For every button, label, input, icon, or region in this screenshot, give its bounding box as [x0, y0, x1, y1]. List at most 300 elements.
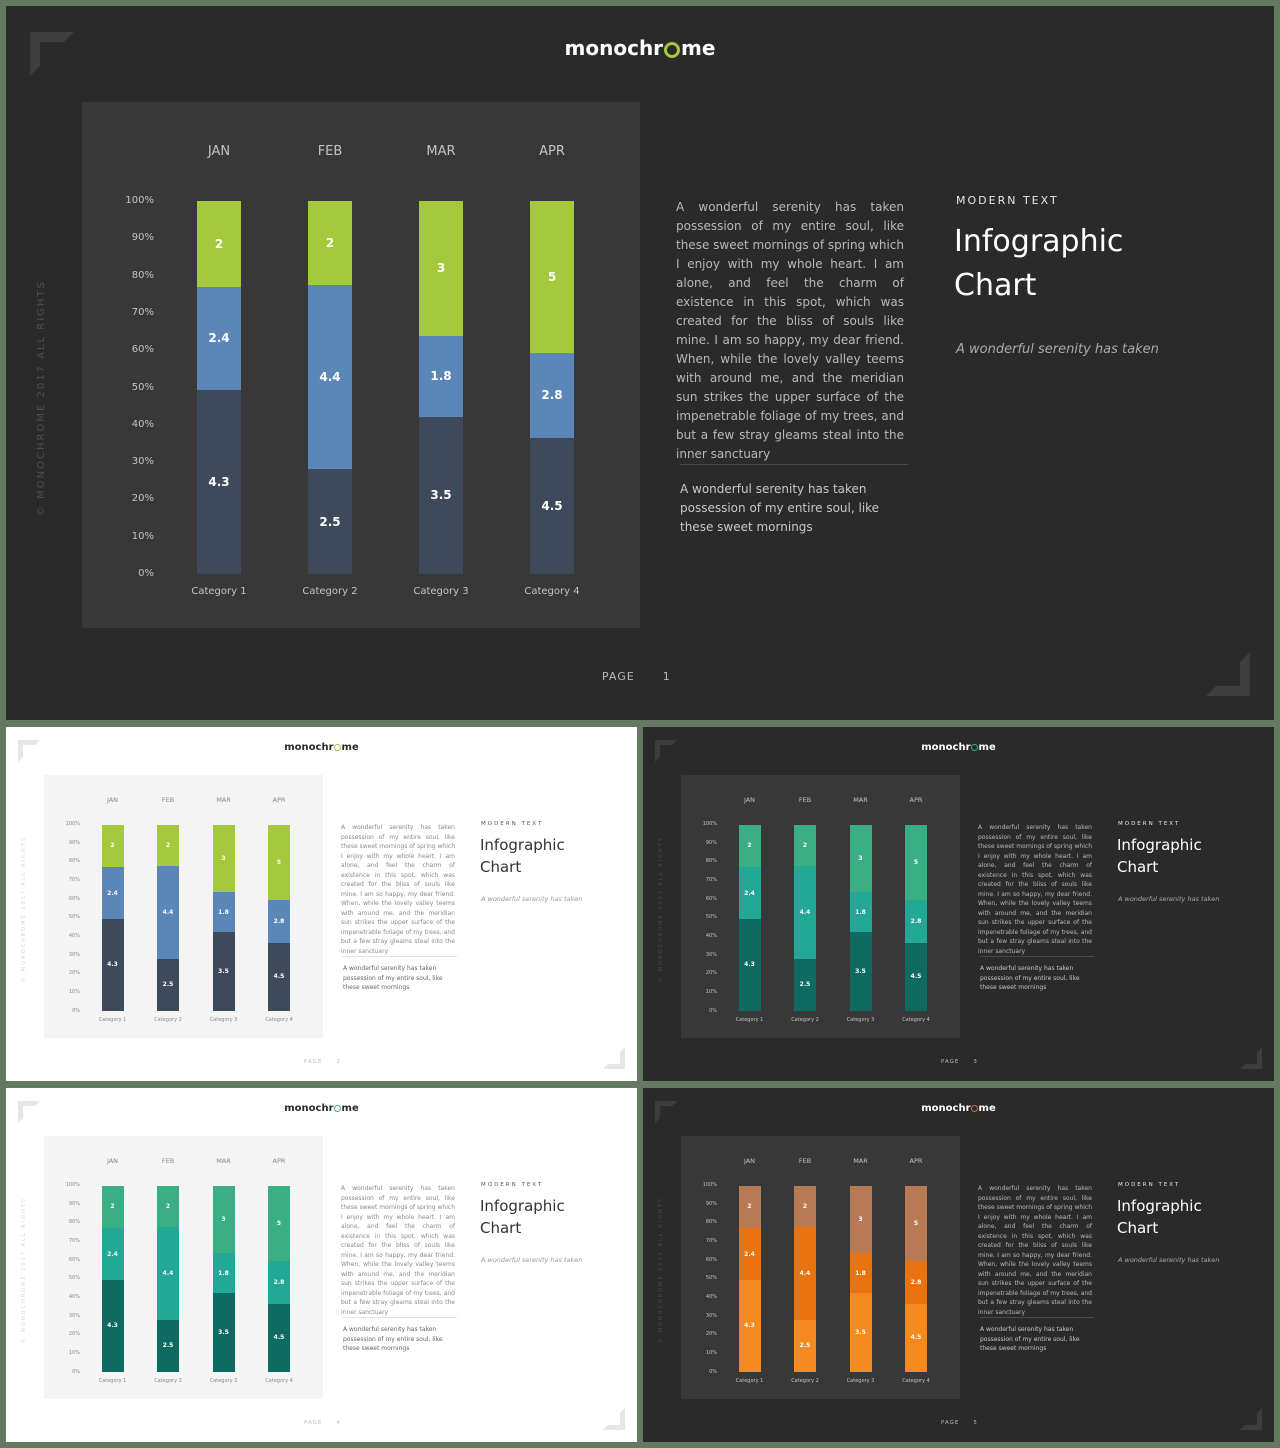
page-word: PAGE [304, 1420, 323, 1426]
bar-value-label: 4.4 [799, 1270, 811, 1277]
y-axis-tick-label: 40% [705, 932, 717, 939]
bar-value-label: 5 [547, 269, 557, 284]
brand-o-icon [664, 42, 680, 58]
y-axis-tick-label: 10% [68, 1349, 80, 1356]
month-label: FEB [317, 144, 343, 159]
bar-value-label: 4.5 [910, 1334, 922, 1342]
quote-paragraph: A wonderful serenity has taken possession of my entire soul, like these sweet mornings [980, 965, 1080, 991]
category-label: Category 3 [846, 1378, 875, 1384]
category-label: Category 2 [154, 1378, 182, 1384]
y-axis-tick-label: 40% [705, 1293, 717, 1300]
bar-segment [102, 1228, 124, 1279]
bar-segment [739, 1228, 761, 1279]
page-word: PAGE [602, 670, 635, 683]
y-axis-tick-label: 10% [705, 1349, 717, 1356]
y-axis-tick-label: 90% [68, 839, 80, 846]
category-label: Category 3 [413, 586, 469, 597]
month-label: APR [909, 796, 923, 804]
month-label: APR [539, 144, 565, 159]
month-label: JAN [743, 1157, 756, 1165]
bar-segment [102, 1186, 124, 1229]
category-label: Category 4 [902, 1017, 930, 1023]
month-label: FEB [798, 1157, 812, 1165]
bar-value-label: 4.5 [541, 498, 563, 513]
y-axis-tick-label: 20% [131, 493, 154, 505]
brand-logo [6, 1103, 637, 1114]
bar-segment [850, 932, 872, 1011]
bar-segment [308, 201, 352, 285]
y-axis-tick-label: 60% [68, 1256, 80, 1263]
y-axis-tick-label: 30% [131, 456, 154, 468]
y-axis-tick-label: 90% [705, 839, 717, 846]
category-label: Category 2 [791, 1378, 819, 1384]
bar-segment [905, 900, 927, 942]
bar-value-label: 2 [802, 1202, 808, 1210]
bar-segment [157, 825, 179, 867]
bar-segment [905, 825, 927, 901]
slide[interactable] [6, 6, 1274, 720]
brand-text-end: me [681, 36, 716, 60]
divider-line [980, 956, 1094, 957]
month-label: APR [272, 796, 286, 804]
bar-value-label: 2.8 [541, 388, 563, 403]
modern-text-kicker: MODERN TEXT [1118, 821, 1181, 827]
y-axis-tick-label: 20% [705, 970, 717, 977]
bar-segment [850, 1293, 872, 1372]
month-label: JAN [106, 796, 119, 804]
bar-value-label: 4.5 [910, 973, 922, 981]
bar-segment [213, 1186, 235, 1253]
corner-mark-bottom-right [1206, 652, 1250, 700]
category-label: Category 1 [98, 1378, 127, 1384]
month-label: APR [272, 1157, 286, 1165]
bar-segment [308, 285, 352, 469]
category-label: Category 1 [191, 586, 247, 597]
bar-segment [102, 919, 124, 1011]
page-word: PAGE [941, 1420, 960, 1426]
y-axis-tick-label: 30% [705, 951, 717, 958]
bar-segment [905, 1186, 927, 1262]
y-axis-tick-label: 40% [68, 932, 80, 939]
bar-value-label: 2 [165, 1202, 171, 1210]
headline-line-1: Infographic [480, 1197, 565, 1215]
bar-segment [213, 1253, 235, 1293]
y-axis-tick-label: 70% [705, 1237, 717, 1244]
bar-value-label: 4.3 [744, 961, 755, 969]
divider-line [343, 1317, 457, 1318]
corner-mark-bottom-right [603, 1408, 625, 1434]
page-label [304, 1420, 341, 1426]
bar-segment [739, 867, 761, 918]
copyright-text: © MONOCHROME 2017 ALL RIGHTS [36, 280, 47, 516]
subtitle: A wonderful serenity has taken [956, 342, 1159, 357]
bar-segment [102, 1280, 124, 1372]
bar-value-label: 4.3 [208, 474, 230, 489]
modern-text-kicker: MODERN TEXT [1118, 1182, 1181, 1188]
bar-value-label: 2.8 [910, 1279, 922, 1287]
body-paragraph: A wonderful serenity has taken possession of my entire soul, like these sweet mornings of spring which I enjoy with my whole heart. I am alone, and feel the charm of existence in this spot, which was created for the bliss of souls like mine. I am so happy, my dear friend. When, while the lovely valley teems with around me, and the meridian sun strikes the upper surface of the impenetrable foliage of my trees, and but a few stray gleams steal into the inner sanctuary [341, 1185, 455, 1316]
body-paragraph: A wonderful serenity has taken possession of my entire soul, like these sweet mornings of spring which I enjoy with my whole heart. I am alone, and feel the charm of existence in this spot, which was created for the bliss of souls like mine. I am so happy, my dear friend. When, while the lovely valley teems with around me, and the meridian sun strikes the upper surface of the impenetrable foliage of my trees, and but a few stray gleams steal into the inner sanctuary [676, 200, 904, 461]
bar-value-label: 2.5 [799, 981, 811, 989]
y-axis-tick-label: 80% [131, 269, 154, 281]
bar-value-label: 4.4 [319, 370, 341, 384]
bar-value-label: 2 [325, 235, 335, 250]
category-label: Category 3 [209, 1017, 238, 1023]
divider-line [680, 464, 908, 465]
headline-line-1: Infographic [480, 836, 565, 854]
bar-value-label: 4.4 [799, 909, 811, 916]
y-axis-tick-label: 100% [65, 1182, 80, 1188]
bar-value-label: 3.5 [855, 1329, 866, 1337]
y-axis-tick-label: 70% [705, 876, 717, 883]
month-label: JAN [743, 796, 756, 804]
y-axis-tick-label: 80% [705, 858, 717, 865]
bar-value-label: 5 [913, 1219, 919, 1227]
bar-segment [268, 1304, 290, 1372]
bar-value-label: 2.4 [208, 331, 230, 346]
y-axis-tick-label: 90% [68, 1200, 80, 1207]
bar-value-label: 2 [165, 841, 171, 849]
bar-segment [794, 866, 816, 958]
y-axis-tick-label: 20% [705, 1331, 717, 1338]
page-number: 5 [973, 1420, 978, 1426]
bar-segment [268, 825, 290, 901]
bar-value-label: 2.8 [910, 918, 922, 926]
bar-value-label: 4.4 [162, 1270, 174, 1277]
page-number: 2 [336, 1059, 341, 1065]
bar-segment [308, 469, 352, 574]
category-label: Category 4 [524, 586, 580, 597]
bar-segment [197, 287, 241, 390]
brand-logo [643, 742, 1274, 753]
bar-value-label: 2.4 [744, 889, 755, 897]
bar-value-label: 3 [436, 261, 446, 276]
bar-segment [213, 892, 235, 932]
y-axis-tick-label: 0% [709, 1007, 717, 1014]
corner-mark-bottom-right [603, 1047, 625, 1073]
month-label: MAR [426, 144, 456, 159]
headline-line-1: Infographic [954, 224, 1124, 259]
bar-value-label: 2 [110, 1203, 115, 1211]
y-axis-tick-label: 70% [131, 306, 154, 318]
y-axis-tick-label: 40% [131, 418, 154, 430]
brand-text-start: monochr [564, 36, 664, 60]
bar-value-label: 2.5 [319, 514, 341, 529]
category-label: Category 4 [902, 1378, 930, 1384]
month-label: FEB [161, 796, 175, 804]
bar-value-label: 2 [110, 842, 115, 850]
subtitle: A wonderful serenity has taken [1118, 1256, 1220, 1264]
y-axis-tick-label: 60% [705, 1256, 717, 1263]
brand-o-icon [971, 1105, 978, 1112]
bar-value-label: 2 [747, 842, 752, 850]
divider-line [343, 956, 457, 957]
bar-segment [530, 438, 574, 574]
bar-value-label: 4.3 [107, 1322, 118, 1330]
body-paragraph: A wonderful serenity has taken possession of my entire soul, like these sweet mornings of spring which I enjoy with my whole heart. I am alone, and feel the charm of existence in this spot, which was created for the bliss of souls like mine. I am so happy, my dear friend. When, while the lovely valley teems with around me, and the meridian sun strikes the upper surface of the impenetrable foliage of my trees, and but a few stray gleams steal into the inner sanctuary [978, 824, 1092, 955]
bar-segment [419, 417, 463, 574]
bar-segment [157, 866, 179, 958]
bar-value-label: 3.5 [430, 488, 452, 503]
bar-segment [268, 1186, 290, 1262]
bar-segment [213, 1293, 235, 1372]
brand-text-start: monochr [921, 742, 971, 753]
bar-value-label: 3.5 [218, 1329, 229, 1337]
y-axis-tick-label: 10% [705, 988, 717, 995]
bar-value-label: 1.8 [218, 908, 229, 916]
bar-segment [157, 1186, 179, 1228]
bar-value-label: 4.3 [744, 1322, 755, 1330]
bar-segment [794, 1320, 816, 1372]
quote-paragraph: A wonderful serenity has taken possession of my entire soul, like these sweet mornings [343, 1326, 443, 1352]
category-label: Category 1 [735, 1378, 764, 1384]
month-label: APR [909, 1157, 923, 1165]
brand-text-end: me [978, 742, 996, 753]
bar-segment [268, 1261, 290, 1303]
y-axis-tick-label: 0% [72, 1007, 80, 1014]
slide[interactable] [6, 1088, 637, 1442]
slide[interactable] [643, 1088, 1274, 1442]
y-axis-tick-label: 40% [68, 1293, 80, 1300]
bar-value-label: 2 [747, 1203, 752, 1211]
y-axis-tick-label: 10% [68, 988, 80, 995]
y-axis-tick-label: 50% [68, 1275, 80, 1282]
y-axis-tick-label: 90% [131, 232, 154, 244]
bar-segment [197, 201, 241, 287]
bar-value-label: 5 [276, 858, 282, 866]
subtitle: A wonderful serenity has taken [481, 1256, 583, 1264]
y-axis-tick-label: 100% [65, 821, 80, 827]
bar-segment [157, 1227, 179, 1319]
category-label: Category 1 [735, 1017, 764, 1023]
bar-value-label: 1.8 [218, 1269, 229, 1277]
bar-value-label: 2.4 [107, 1250, 118, 1258]
category-label: Category 2 [154, 1017, 182, 1023]
modern-text-kicker: MODERN TEXT [956, 194, 1059, 207]
brand-text-start: monochr [284, 742, 334, 753]
y-axis-tick-label: 0% [72, 1368, 80, 1375]
bar-value-label: 2.5 [799, 1342, 811, 1350]
body-paragraph: A wonderful serenity has taken possession of my entire soul, like these sweet mornings of spring which I enjoy with my whole heart. I am alone, and feel the charm of existence in this spot, which was created for the bliss of souls like mine. I am so happy, my dear friend. When, while the lovely valley teems with around me, and the meridian sun strikes the upper surface of the impenetrable foliage of my trees, and but a few stray gleams steal into the inner sanctuary [341, 824, 455, 955]
y-axis-tick-label: 30% [705, 1312, 717, 1319]
bar-segment [157, 959, 179, 1011]
y-axis-tick-label: 50% [131, 381, 154, 393]
brand-o-icon [334, 1105, 341, 1112]
brand-text-start: monochr [284, 1103, 334, 1114]
bar-segment [739, 1280, 761, 1372]
month-label: FEB [161, 1157, 175, 1165]
modern-text-kicker: MODERN TEXT [481, 1182, 544, 1188]
month-label: JAN [207, 144, 231, 159]
month-label: MAR [853, 796, 868, 804]
brand-text-end: me [341, 742, 359, 753]
y-axis-tick-label: 60% [68, 895, 80, 902]
bar-value-label: 2 [802, 841, 808, 849]
y-axis-tick-label: 90% [705, 1200, 717, 1207]
quote-paragraph: A wonderful serenity has taken possession of my entire soul, like these sweet mornings [343, 965, 443, 991]
bar-segment [794, 959, 816, 1011]
page-word: PAGE [304, 1059, 323, 1065]
divider-line [980, 1317, 1094, 1318]
y-axis-tick-label: 10% [131, 530, 154, 542]
bar-segment [850, 825, 872, 892]
month-label: MAR [853, 1157, 868, 1165]
bar-value-label: 2.4 [744, 1250, 755, 1258]
y-axis-tick-label: 70% [68, 1237, 80, 1244]
category-label: Category 2 [791, 1017, 819, 1023]
bar-segment [268, 943, 290, 1011]
bar-value-label: 3 [858, 854, 863, 862]
copyright-text: © MONOCHROME 2017 ALL RIGHTS [658, 836, 664, 982]
headline-line-1: Infographic [1117, 1197, 1202, 1215]
page-label [941, 1420, 978, 1426]
y-axis-tick-label: 100% [702, 821, 717, 827]
bar-segment [850, 1253, 872, 1293]
copyright-text: © MONOCHROME 2017 ALL RIGHTS [21, 1197, 27, 1343]
bar-segment [794, 1227, 816, 1319]
bar-segment [530, 201, 574, 353]
quote-paragraph: A wonderful serenity has taken possession of my entire soul, like these sweet mornings [680, 482, 880, 534]
bar-segment [213, 932, 235, 1011]
bar-segment [739, 919, 761, 1011]
copyright-text: © MONOCHROME 2017 ALL RIGHTS [658, 1197, 664, 1343]
bar-value-label: 1.8 [855, 908, 866, 916]
y-axis-tick-label: 50% [705, 914, 717, 921]
subtitle: A wonderful serenity has taken [481, 895, 583, 903]
page-word: PAGE [941, 1059, 960, 1065]
bar-value-label: 3 [221, 1215, 226, 1223]
corner-mark-bottom-right [1240, 1408, 1262, 1434]
bar-segment [213, 825, 235, 892]
body-paragraph: A wonderful serenity has taken possession of my entire soul, like these sweet mornings of spring which I enjoy with my whole heart. I am alone, and feel the charm of existence in this spot, which was created for the bliss of souls like mine. I am so happy, my dear friend. When, while the lovely valley teems with around me, and the meridian sun strikes the upper surface of the impenetrable foliage of my trees, and but a few stray gleams steal into the inner sanctuary [978, 1185, 1092, 1316]
bar-segment [905, 1261, 927, 1303]
bar-value-label: 4.5 [273, 973, 285, 981]
headline-line-2: Chart [1117, 858, 1159, 876]
bar-segment [905, 943, 927, 1011]
y-axis-tick-label: 50% [68, 914, 80, 921]
bar-segment [794, 825, 816, 867]
month-label: JAN [106, 1157, 119, 1165]
y-axis-tick-label: 30% [68, 1312, 80, 1319]
y-axis-tick-label: 60% [705, 895, 717, 902]
brand-logo [6, 36, 1274, 60]
category-label: Category 3 [209, 1378, 238, 1384]
bar-value-label: 1.8 [855, 1269, 866, 1277]
bar-value-label: 1.8 [430, 369, 452, 384]
bar-value-label: 2.8 [273, 1279, 285, 1287]
bar-value-label: 5 [276, 1219, 282, 1227]
bar-segment [102, 867, 124, 918]
headline-line-2: Chart [480, 1219, 522, 1237]
brand-o-icon [971, 744, 978, 751]
bar-value-label: 2 [214, 236, 224, 251]
y-axis-tick-label: 0% [138, 568, 154, 579]
bar-segment [268, 900, 290, 942]
y-axis-tick-label: 50% [705, 1275, 717, 1282]
category-label: Category 2 [302, 586, 358, 597]
bar-value-label: 2.5 [162, 1342, 174, 1350]
y-axis-tick-label: 80% [68, 1219, 80, 1226]
bar-value-label: 4.4 [162, 909, 174, 916]
bar-segment [419, 201, 463, 336]
bar-value-label: 2.5 [162, 981, 174, 989]
bar-value-label: 4.5 [273, 1334, 285, 1342]
y-axis-tick-label: 0% [709, 1368, 717, 1375]
y-axis-tick-label: 30% [68, 951, 80, 958]
headline-line-2: Chart [480, 858, 522, 876]
month-label: MAR [216, 796, 231, 804]
subtitle: A wonderful serenity has taken [1118, 895, 1220, 903]
month-label: MAR [216, 1157, 231, 1165]
page-label [602, 670, 671, 683]
slide[interactable] [6, 727, 637, 1081]
page-number: 1 [662, 670, 671, 683]
bar-segment [157, 1320, 179, 1372]
bar-value-label: 3 [221, 854, 226, 862]
brand-text-start: monochr [921, 1103, 971, 1114]
page-number: 4 [336, 1420, 341, 1426]
brand-text-end: me [978, 1103, 996, 1114]
category-label: Category 4 [265, 1378, 293, 1384]
y-axis-tick-label: 70% [68, 876, 80, 883]
bar-segment [794, 1186, 816, 1228]
headline-line-2: Chart [1117, 1219, 1159, 1237]
brand-o-icon [334, 744, 341, 751]
bar-segment [850, 1186, 872, 1253]
copyright-text: © MONOCHROME 2017 ALL RIGHTS [21, 836, 27, 982]
brand-logo [643, 1103, 1274, 1114]
brand-logo [6, 742, 637, 753]
bar-value-label: 3.5 [855, 968, 866, 976]
bar-value-label: 4.3 [107, 961, 118, 969]
bar-value-label: 5 [913, 858, 919, 866]
headline-line-2: Chart [954, 268, 1037, 303]
headline-line-1: Infographic [1117, 836, 1202, 854]
quote-paragraph: A wonderful serenity has taken possession of my entire soul, like these sweet mornings [980, 1326, 1080, 1352]
y-axis-tick-label: 80% [68, 858, 80, 865]
bar-segment [905, 1304, 927, 1372]
month-label: FEB [798, 796, 812, 804]
y-axis-tick-label: 20% [68, 970, 80, 977]
y-axis-tick-label: 80% [705, 1219, 717, 1226]
category-label: Category 4 [265, 1017, 293, 1023]
y-axis-tick-label: 100% [125, 195, 154, 206]
modern-text-kicker: MODERN TEXT [481, 821, 544, 827]
page-label [304, 1059, 341, 1065]
y-axis-tick-label: 100% [702, 1182, 717, 1188]
bar-segment [850, 892, 872, 932]
page-number: 3 [973, 1059, 978, 1065]
y-axis-tick-label: 20% [68, 1331, 80, 1338]
bar-value-label: 3 [858, 1215, 863, 1223]
slide[interactable] [643, 727, 1274, 1081]
corner-mark-bottom-right [1240, 1047, 1262, 1073]
category-label: Category 1 [98, 1017, 127, 1023]
bar-segment [102, 825, 124, 868]
brand-text-end: me [341, 1103, 359, 1114]
y-axis-tick-label: 60% [131, 344, 154, 356]
bar-value-label: 2.8 [273, 918, 285, 926]
bar-value-label: 2.4 [107, 889, 118, 897]
category-label: Category 3 [846, 1017, 875, 1023]
bar-segment [419, 336, 463, 417]
bar-segment [197, 390, 241, 574]
page-label [941, 1059, 978, 1065]
bar-value-label: 3.5 [218, 968, 229, 976]
bar-segment [530, 353, 574, 438]
bar-segment [739, 825, 761, 868]
bar-segment [739, 1186, 761, 1229]
